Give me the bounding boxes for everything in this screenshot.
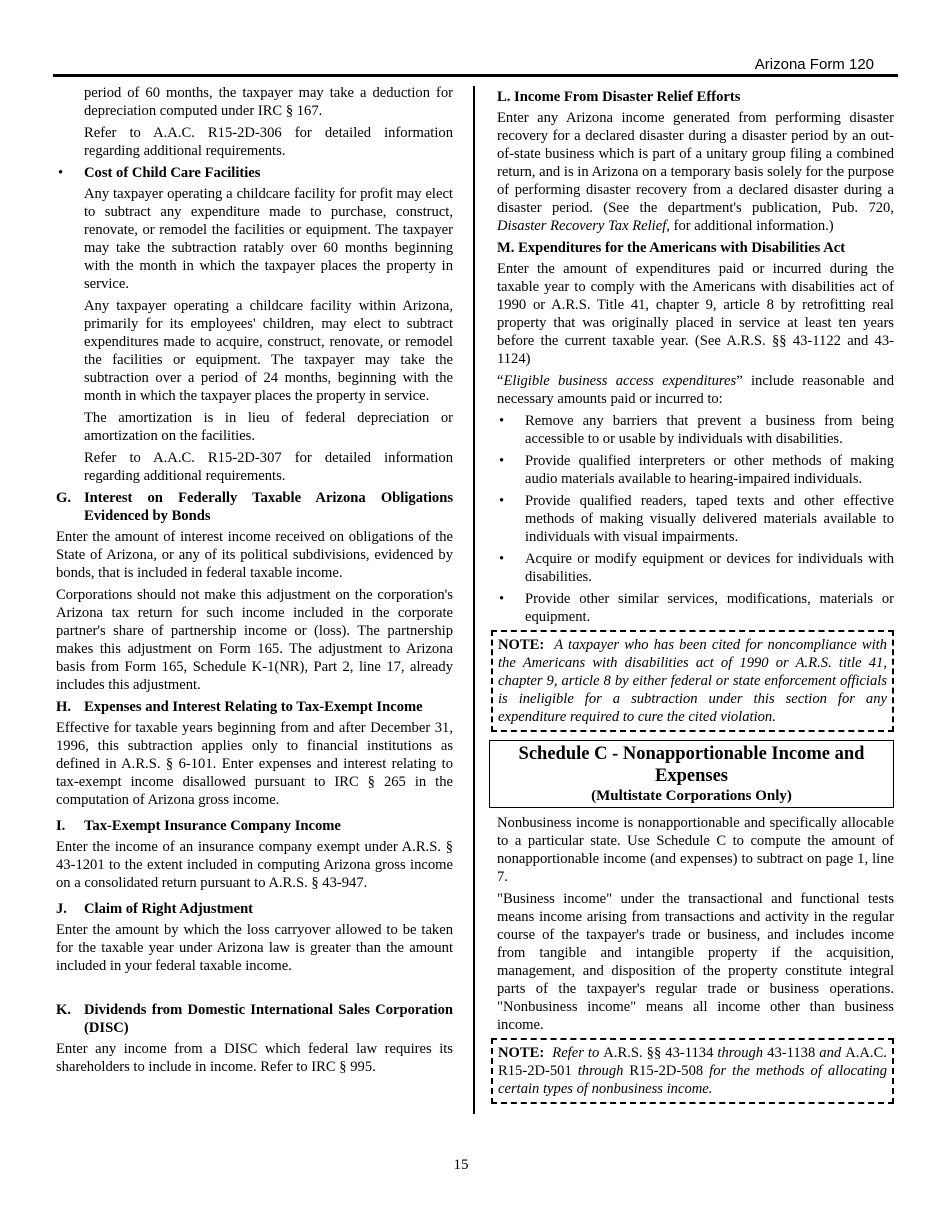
rule-reference: A.A.C. R15-2D-501 — [498, 1045, 887, 1079]
section-j-letter: J. — [56, 901, 67, 917]
depreciation-paragraph: period of 60 months, the taxpayer may take a deduction for depreciation computed under IRC § 167. — [84, 85, 453, 119]
note-text: and — [819, 1045, 842, 1061]
child-care-paragraph-1: Any taxpayer operating a childcare facility for profit may elect to subtract any expenditure made to purchase, construct, renovate, or remodel the facilities or equipment. The taxpayer may take the subtraction ratably over 60 months beginning with the month in which the taxpayer places the property in service. — [84, 186, 453, 292]
refer-306-paragraph: Refer to A.A.C. R15-2D-306 for detailed information regarding additional requirements. — [84, 125, 453, 159]
ada-note-box — [491, 630, 894, 732]
schedule-c-subtitle: (Multistate Corporations Only) — [591, 788, 792, 804]
page-number: 15 — [453, 1157, 469, 1173]
section-k-heading — [56, 1001, 453, 1037]
section-j-heading — [56, 900, 453, 918]
section-i-letter: I. — [56, 818, 66, 834]
header-rule — [53, 74, 898, 77]
section-i-paragraph: Enter the income of an insurance company exempt under A.R.S. § 43-1201 to the extent included in computing Arizona gross income on a consolidated return pursuant to A.R.S. § 43-947. — [56, 839, 453, 891]
right-column — [497, 84, 894, 1112]
section-i-title: Tax-Exempt Insurance Company Income — [84, 818, 341, 834]
list-item: • Provide qualified interpreters or other methods of making audio materials available to hearing-impaired individuals. — [497, 452, 894, 488]
note-text: through — [577, 1063, 624, 1079]
schedule-c-title: Schedule C - Nonapportionable Income and Expenses — [518, 744, 865, 786]
column-divider — [473, 86, 475, 1114]
section-j-paragraph: Enter the amount by which the loss carryover allowed to be taken for the taxable year under Arizona law is greater than the amount included in your federal taxable income. — [56, 922, 453, 974]
section-l-text: Enter any Arizona income generated from performing disaster recovery for a declared disaster during a disaster period by an out-of-state business which is part of a unitary group filing a combined return, and is in Arizona on a temporary basis solely for the purpose of performing disaster recovery from a declared disaster during a disaster period. — [497, 110, 894, 216]
section-m-paragraph-2 — [497, 372, 894, 408]
section-g-heading — [56, 489, 453, 525]
quote-open: “ — [497, 373, 504, 389]
form-identifier: Arizona Form 120 — [754, 56, 874, 73]
statute-reference: 43-1138 — [767, 1045, 816, 1061]
section-l-paragraph — [497, 109, 894, 235]
section-i-heading — [56, 817, 453, 835]
schedule-c-title-box — [489, 740, 894, 808]
section-k-title: Dividends from Domestic International Sales Corporation (DISC) — [84, 1002, 453, 1036]
note-text: through — [717, 1045, 764, 1061]
left-column — [56, 84, 453, 1080]
child-care-paragraph-4: Refer to A.A.C. R15-2D-307 for detailed information regarding additional requirements. — [84, 450, 453, 484]
section-h-title: Expenses and Interest Relating to Tax-Exempt Income — [84, 699, 423, 715]
ada-bullet-list — [497, 412, 894, 626]
section-g-paragraph-1: Enter the amount of interest income received on obligations of the State of Arizona, or any of its political subdivisions, evidenced by bonds, that is included in federal taxable income. — [56, 529, 453, 581]
section-l-publication-title: Disaster Recovery Tax Relief, — [497, 218, 670, 234]
section-g-paragraph-2: Corporations should not make this adjustment on the corporation's Arizona tax return for such income included in the corporate partner's share of partnership income or (loss). The partnership makes this adjustment on Form 165. The adjustment to Arizona basis from Form 165, Schedule K-1(NR), Part 2, line 17, already includes this adjustment. — [56, 587, 453, 693]
eligible-expenditures-rest: ” include reasonable and necessary amounts paid or incurred to: — [497, 373, 894, 407]
section-h-paragraph: Effective for taxable years beginning from and after December 31, 1996, this subtraction applies only to financial institutions as defined in A.R.S. § 6-101. Enter expenses and interest relating to tax-exempt income disallowed pursuant to IRC § 265 in the computation of Arizona gross income. — [56, 720, 453, 808]
section-l-heading: L. Income From Disaster Relief Efforts — [497, 89, 741, 105]
section-k-paragraph: Enter any income from a DISC which federal law requires its shareholders to include in income. Refer to IRC § 995. — [56, 1041, 453, 1075]
section-l-ref-suffix: for additional information.) — [673, 218, 834, 234]
rule-reference: R15-2D-508 — [629, 1063, 704, 1079]
child-care-paragraph-3: The amortization is in lieu of federal depreciation or amortization on the facilities. — [84, 410, 453, 444]
child-care-section — [56, 164, 453, 485]
section-h-heading — [56, 698, 453, 716]
section-g-letter: G. — [56, 490, 71, 506]
schedule-c-paragraph-1: Nonbusiness income is nonapportionable and specifically allocable to a particular state. Use Schedule C to compute the amount of nonapportionable income (and expenses) to subtract on page 1, line 7. — [497, 815, 894, 885]
list-item: • Provide other similar services, modifications, materials or equipment. — [497, 590, 894, 626]
schedule-c-note-box — [491, 1038, 894, 1104]
section-h-letter: H. — [56, 699, 71, 715]
child-care-bullet — [56, 164, 453, 485]
section-g-title: Interest on Federally Taxable Arizona Obligations Evidenced by Bonds — [84, 490, 453, 524]
note-label: NOTE: — [498, 637, 545, 653]
list-item: • Remove any barriers that prevent a business from being accessible to or usable by individuals with disabilities. — [497, 412, 894, 448]
note-text: A taxpayer who has been cited for noncompliance with the Americans with disabilities act of 1990 or A.R.S. title 41, chapter 9, article 8 by either federal or state enforcement officials is ineligible for a subtraction under this section for any expenditure required to cure the cited violation. — [498, 637, 887, 725]
eligible-expenditures-term: Eligible business access expenditures — [503, 373, 737, 389]
section-k-letter: K. — [56, 1002, 71, 1018]
statute-reference: A.R.S. §§ 43-1134 — [603, 1045, 714, 1061]
child-care-heading: • Cost of Child Care Facilities — [84, 165, 261, 181]
note-label: NOTE: — [498, 1045, 545, 1061]
child-care-paragraph-2: Any taxpayer operating a childcare facility within Arizona, primarily for its employees' children, may elect to subtract expenditures made to acquire, construct, renovate, or remodel the facilities or equipment. The taxpayer may take the subtraction over a period of 24 months, beginning with the month in which the taxpayer places the property in service. — [84, 298, 453, 404]
list-item: • Provide qualified readers, taped texts and other effective methods of making visually delivered materials available to individuals with visual impairments. — [497, 492, 894, 546]
schedule-c-paragraph-2: "Business income" under the transactional and functional tests means income arising from transactions and activity in the regular course of the taxpayer's trade or business, and includes income from tangible and intangible property if the acquisition, management, and disposition of the property constitute integral parts of the taxpayer's regular trade or business operations. "Nonbusiness income" means all income other than business income. — [497, 891, 894, 1033]
section-m-paragraph-1: Enter the amount of expenditures paid or incurred during the taxable year to comply with the Americans with disabilities act of 1990 or A.R.S. Title 41, chapter 9, article 8 by retrofitting real property that was originally placed in service at least ten years before the current taxable year. (See A.R.S. §§ 43-1122 and 43-1124) — [497, 261, 894, 367]
section-l-ref-prefix: (See the department's publication, Pub. 720, — [603, 200, 894, 216]
section-j-title: Claim of Right Adjustment — [84, 901, 254, 917]
section-m-heading: M. Expenditures for the Americans with Disabilities Act — [497, 240, 846, 256]
note-text: for the methods of allocating certain types of nonbusiness income. — [498, 1063, 888, 1097]
list-item: • Acquire or modify equipment or devices for individuals with disabilities. — [497, 550, 894, 586]
note-text: Refer to — [552, 1045, 600, 1061]
